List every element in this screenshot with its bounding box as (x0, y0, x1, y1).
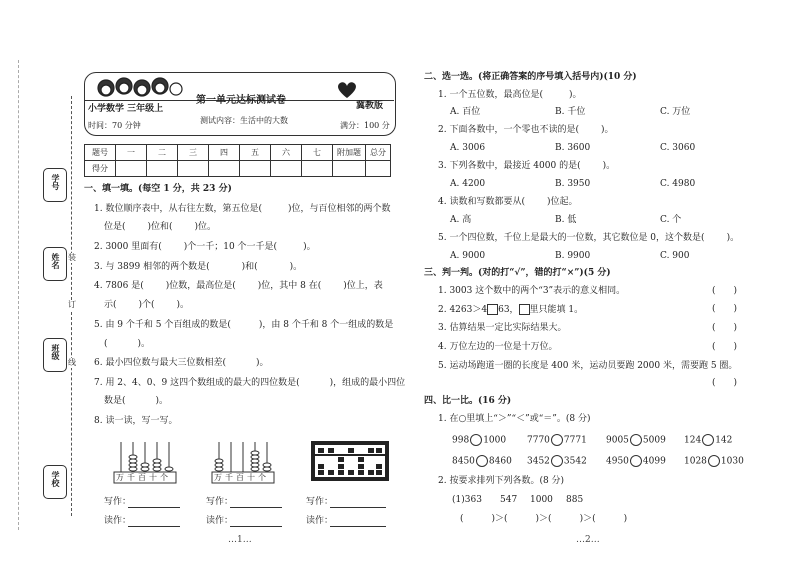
p2-q2-opt-a[interactable]: A. 3006 (450, 143, 486, 153)
p3-q1: 1. 3003 这个数中的两个“3”表示的意义相同。 (438, 286, 626, 296)
p3-q2-box-1[interactable] (487, 304, 498, 315)
q2-line: 2. 3000 里面有( )个一千；10 个一千是( )。 (94, 242, 316, 252)
p2-q3-opt-c[interactable]: C. 4980 (660, 179, 696, 189)
score-input-cell[interactable] (333, 161, 366, 177)
table-cell: 题号 (85, 145, 116, 161)
p2-q3-opt-a[interactable]: A. 4200 (450, 179, 486, 189)
subject-label: 小学数学 三年级上 (88, 104, 164, 114)
compare-1: 998 1000 (452, 435, 507, 446)
binding-dashed-line (18, 60, 19, 530)
table-cell: 六 (271, 145, 302, 161)
read-input-1[interactable] (128, 526, 180, 527)
table-cell: 七 (302, 145, 333, 161)
write-input-3[interactable] (330, 507, 386, 508)
part1-heading: 一、填一填。(每空 1 分，共 23 分) (84, 184, 232, 194)
p3-q2: 2. 4263＞4 63， 里只能填 1。 (438, 305, 584, 315)
p3-q1-answer[interactable]: ( ) (712, 286, 738, 296)
time-label: 时间：70 分钟 (88, 121, 141, 130)
abacus-1-labels: 万千百十个 (116, 473, 171, 482)
q4-line2: 示( )个( )。 (104, 300, 190, 310)
publisher-label: 冀教版 (356, 101, 384, 111)
part4-heading: 四、比一比。(16 分) (424, 396, 512, 406)
p2-q1-opt-c[interactable]: C. 万位 (660, 107, 691, 117)
q3-line: 3. 与 3899 相邻的两个数是( )和( )。 (94, 262, 303, 272)
school-label: 学校 (51, 471, 61, 487)
p2-q5-opt-b[interactable]: B. 9900 (555, 251, 591, 261)
read-input-3[interactable] (330, 526, 386, 527)
score-input-cell[interactable] (366, 161, 391, 177)
score-input-cell[interactable] (240, 161, 271, 177)
q7-line1: 7. 用 2、4、0、9 这四个数组成的最大的四位数是( )，组成的最小四位 (94, 378, 406, 388)
read-input-2[interactable] (230, 526, 282, 527)
p3-q4: 4. 万位左边的一位是十万位。 (438, 342, 558, 352)
table-cell: 一 (116, 145, 147, 161)
q4-line1: 4. 7806 是( )位数，最高位是( )位，其中 8 在( )位上，表 (94, 281, 383, 291)
read-label-1: 读作： (104, 516, 132, 526)
p3-q4-answer[interactable]: ( ) (712, 342, 738, 352)
order-num-4: 885 (566, 495, 584, 505)
q1-line2: 位是( )位和( )位。 (104, 222, 217, 232)
table-cell: 四 (209, 145, 240, 161)
q6-line: 6. 最小四位数与最大三位数相差( )。 (94, 358, 269, 368)
p3-q3: 3. 估算结果一定比实际结果大。 (438, 323, 567, 333)
compare-5: 8450 8460 (452, 456, 512, 467)
read-label-3: 读作： (306, 516, 334, 526)
p4-q1: 1. 在○里填上“＞”“＜”或“＝”。(8 分) (438, 414, 591, 424)
q7-line2: 数是( )。 (104, 396, 169, 406)
order-num-3: 1000 (530, 495, 553, 505)
p2-q4-opt-c[interactable]: C. 个 (660, 215, 682, 225)
seal-char-xian: 线 (68, 358, 76, 367)
test-content-label: 测试内容：生活中的大数 (200, 116, 288, 125)
read-label-2: 读作： (206, 516, 234, 526)
q1-line1: 1. 数位顺序表中，从右往左数，第五位是( )位，与百位相邻的两个数 (94, 204, 391, 214)
table-cell: 五 (240, 145, 271, 161)
p4-q2: 2. 按要求排列下列各数。(8 分) (438, 476, 565, 486)
compare-2: 7770 7771 (527, 435, 587, 446)
seal-char-zhuang: 装 (68, 253, 76, 262)
p2-q1-opt-a[interactable]: A. 百位 (450, 107, 481, 117)
class-label: 班级 (51, 344, 61, 360)
q5-line2: ( )。 (104, 339, 151, 349)
table-cell: 总分 (366, 145, 391, 161)
p2-q5: 5. 一个四位数，千位上是最大的一位数，其它数位是 0，这个数是( )。 (438, 233, 740, 243)
p3-q5: 5. 运动场跑道一圈的长度是 400 米，运动员要跑 2000 米，需要跑 5 圈。 (438, 361, 738, 371)
table-cell: 附加题 (333, 145, 366, 161)
page-title: 第一单元达标测试卷 (196, 95, 286, 106)
heart-icon (336, 80, 358, 100)
score-table (84, 144, 391, 177)
order-num-2: 547 (500, 495, 518, 505)
part2-heading: 二、选一选。(将正确答案的序号填入括号内)(10 分) (424, 72, 637, 82)
score-input-cell[interactable] (147, 161, 178, 177)
table-cell: 二 (147, 145, 178, 161)
compare-3: 9005 5009 (606, 435, 666, 446)
p2-q1: 1. 一个五位数，最高位是( )。 (438, 90, 582, 100)
compare-6: 3452 3542 (527, 456, 587, 467)
part3-heading: 三、判一判。(对的打“√”，错的打“×”)(5 分) (424, 268, 611, 278)
score-input-cell[interactable] (302, 161, 333, 177)
abacus-2-labels: 万千百十个 (214, 473, 269, 482)
p2-q4-opt-a[interactable]: A. 高 (450, 215, 472, 225)
table-cell: 得分 (85, 161, 116, 177)
full-score-label: 满分：100 分 (340, 121, 390, 130)
p3-q5-answer[interactable]: ( ) (712, 378, 738, 388)
q5-line1: 5. 由 9 个千和 5 个百组成的数是( )，由 8 个千和 8 个一组成的数是 (94, 320, 394, 330)
compare-7: 4950 4099 (606, 456, 666, 467)
p3-q2-answer[interactable]: ( ) (712, 304, 738, 314)
seal-char-ding: 订 (68, 300, 76, 309)
p2-q5-opt-a[interactable]: A. 9000 (450, 251, 486, 261)
score-table-score-row (85, 161, 391, 177)
score-input-cell[interactable] (271, 161, 302, 177)
q8-line: 8. 读一读，写一写。 (94, 416, 178, 426)
score-input-cell[interactable] (178, 161, 209, 177)
table-cell: 三 (178, 145, 209, 161)
compare-8: 1028 1030 (684, 456, 744, 467)
compare-4: 124 142 (684, 435, 733, 446)
write-input-1[interactable] (128, 507, 180, 508)
p2-q2: 2. 下面各数中，一个零也不读的是( )。 (438, 125, 614, 135)
write-label-1: 写作： (104, 497, 132, 507)
p2-q2-opt-b[interactable]: B. 3600 (555, 143, 591, 153)
write-input-2[interactable] (230, 507, 282, 508)
p2-q3: 3. 下列各数中，最接近 4000 的是( )。 (438, 161, 616, 171)
order-num-1: (1)363 (452, 495, 482, 505)
p3-q3-answer[interactable]: ( ) (712, 323, 738, 333)
p2-q4: 4. 读数和写数都要从( )位起。 (438, 197, 578, 207)
p2-q1-opt-b[interactable]: B. 千位 (555, 107, 586, 117)
score-input-cell[interactable] (116, 161, 147, 177)
score-input-cell[interactable] (209, 161, 240, 177)
kids-illustration-icon (94, 74, 184, 102)
write-label-3: 写作： (306, 497, 334, 507)
p3-q2-box-2 (519, 304, 530, 315)
suanpan-icon (310, 440, 390, 482)
score-table-header-row (85, 145, 391, 161)
p2-q5-opt-c[interactable]: C. 900 (660, 251, 690, 261)
name-label: 姓名 (51, 253, 61, 269)
p2-q2-opt-c[interactable]: C. 3060 (660, 143, 696, 153)
order-answer[interactable]: ( )＞( )＞( )＞( ) (460, 514, 628, 524)
page-number-2: …2… (576, 535, 600, 545)
p2-q4-opt-b[interactable]: B. 低 (555, 215, 577, 225)
write-label-2: 写作： (206, 497, 234, 507)
student-id-label: 学号 (51, 174, 61, 190)
p2-q3-opt-b[interactable]: B. 3950 (555, 179, 591, 189)
page-number-1: …1… (228, 535, 252, 545)
